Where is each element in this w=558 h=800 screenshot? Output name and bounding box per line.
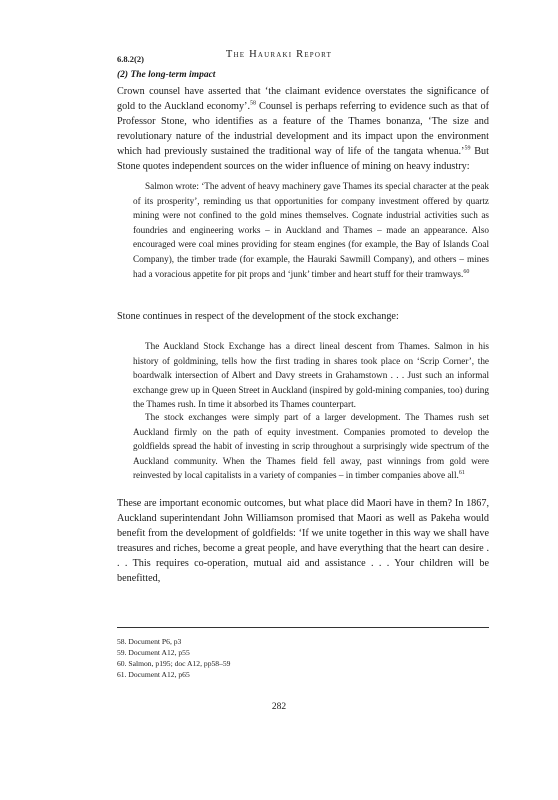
block-quote-stock-exchange-2 <box>133 410 489 483</box>
paragraph-text: Counsel is perhaps referring to evidence such as that of Professor Stone, who identifies as a feature of the Thames bonanza, ‘The size and revolutionary nature of the industrial development and its impact upon the environment which had previously sustained the traditional way of life of the tangata whenua.’ <box>117 101 490 157</box>
paragraph-maori-outcomes: These are important economic outcomes, but what place did Maori have in them? In 1867, Auckland superintendant John Williamson promised that Maori as well as Pakeha would benefit from the development of goldfields: ‘If we unite together in this way we shall have treasures and riches, become a great people, and have everything that the heart can desire . . . This requires co-operation, mutual aid and assistance . . . Your children will be benefitted, <box>117 498 489 584</box>
footnote-divider <box>117 627 489 628</box>
quote-text: The stock exchanges were simply part of a larger development. The Thames rush set Auckland firmly on the path of equity investment. Companies promoted to develop the goldfields spread the habit of investing in scrip throughout a surprisingly wide spectrum of the Auckland community. When the Thames field fell away, past winnings from gold were reinvested by local capitalists in a variety of companies – in timber companies above all. <box>133 412 489 481</box>
footnote-ref-61: 61 <box>458 470 465 477</box>
footnote-58: 58. Document P6, p3 <box>117 637 182 646</box>
block-quote-salmon <box>133 179 489 281</box>
paragraph-text: But Stone quotes independent sources on the wider influence of mining on heavy industry: <box>117 146 489 172</box>
footnote-ref-58: 58 <box>250 100 256 107</box>
footnote-59: 59. Document A12, p55 <box>117 648 190 657</box>
section-subheading: (2) The long-term impact <box>117 70 216 80</box>
section-code: 6.8.2(2) <box>117 54 144 64</box>
footnote-60: 60. Salmon, p195; doc A12, pp58–59 <box>117 659 231 668</box>
page-number: 282 <box>271 702 287 712</box>
paragraph-text: Crown counsel have asserted that ‘the claimant evidence overstates the significance of gold to the Auckland economy’. <box>117 86 489 112</box>
paragraph-stone-continues: Stone continues in respect of the development of the stock exchange: <box>117 311 399 322</box>
paragraph-crown-counsel <box>117 84 489 174</box>
block-quote-stock-exchange-1: The Auckland Stock Exchange has a direct lineal descent from Thames. Salmon in his history of goldmining, tells how the first trading in shares took place on ‘Scrip Corner’, the boardwalk intersection of Albert and Davy streets in Grahamstown . . . Just such an informal exchange grew up in Queen Street in Auckland (inspired by gold-mining companies, too) during the Thames rush. In time it absorbed its Thames counterpart. <box>133 341 489 410</box>
footnote-ref-60: 60 <box>463 268 470 275</box>
quote-text: Salmon wrote: ‘The advent of heavy machinery gave Thames its special character at the peak of its prosperity’, reminding us that opportunities for company investment offered by quartz mining were not confined to the gold mines themselves. Cognate industrial activities such as foundries and engineering works – in Auckland and Thames – made an appearance. Also encouraged were coal mines providing for steam engines (for example, the Bay of Islands Coal Company), the timber trade (for example, the Hauraki Sawmill Company), and others – mines had a voracious appetite for pit props and ‘junk’ timber and heart stuff for their tramways. <box>133 181 489 279</box>
running-header: The Hauraki Report <box>225 49 333 60</box>
footnotes <box>117 636 230 680</box>
footnote-ref-59: 59 <box>464 145 471 152</box>
footnote-61: 61. Document A12, p65 <box>117 670 190 679</box>
